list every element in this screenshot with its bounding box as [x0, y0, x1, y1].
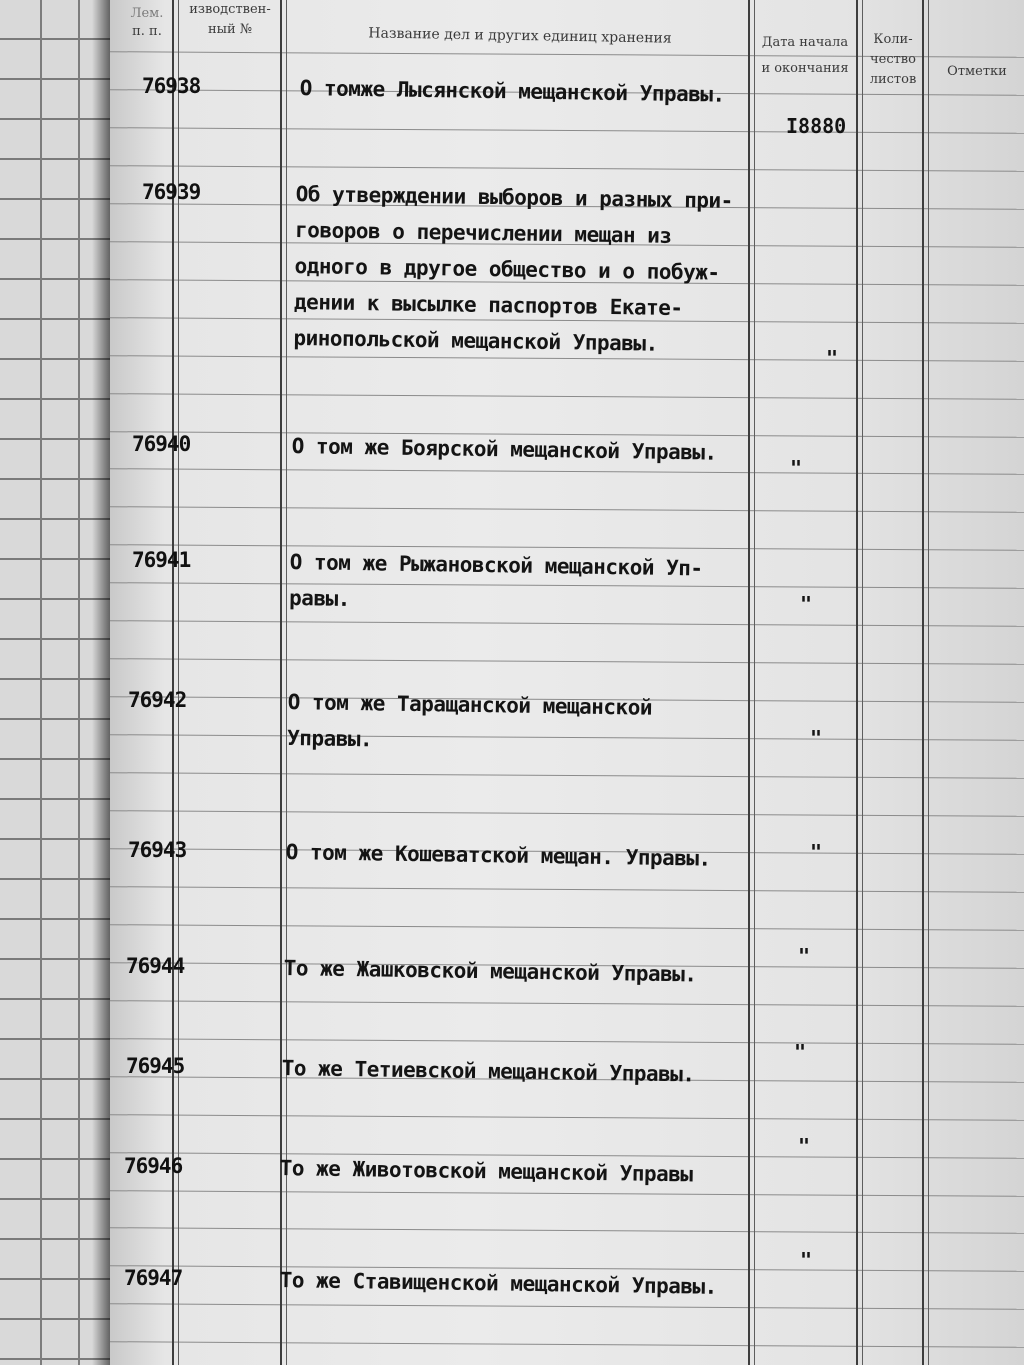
- header-col-prod: изводствен- ный №: [189, 2, 271, 37]
- ditto-mark: ": [800, 592, 813, 616]
- record-title: То же Животовской мещанской Управы: [279, 1155, 693, 1187]
- record-number: 76946: [124, 1154, 183, 1178]
- record-number: 76941: [132, 548, 191, 572]
- record-date: I8880: [786, 114, 847, 138]
- record-number: 76944: [126, 954, 185, 978]
- record-title: О томже Лысянской мещанской Управы.: [299, 75, 725, 107]
- record-number: 76939: [142, 180, 201, 204]
- ditto-mark: ": [798, 944, 811, 968]
- record-title: О том же Кошеватской мещан. Управы.: [285, 839, 711, 871]
- facing-page-edge: [0, 0, 110, 1365]
- facing-page-column-line: [78, 0, 80, 1365]
- record-number: 76945: [126, 1054, 185, 1078]
- record-title: Об утверждении выборов и разных при- говоров о перечислении мещан из одного в другое общество и о побуж- дении к высылке паспортов Екате- ринопольской мещанской Управы.: [293, 181, 734, 356]
- record-number: 76938: [142, 74, 201, 98]
- record-title: О том же Боярской мещанской Управы.: [291, 433, 717, 465]
- ditto-mark: ": [798, 1134, 811, 1158]
- record-title: О том же Таращанской мещанской Управы.: [286, 689, 653, 752]
- register-sheet: [110, 0, 1024, 1365]
- record-title: То же Жашковской мещанской Управы.: [283, 955, 697, 987]
- ditto-mark: ": [826, 346, 839, 370]
- record-title: То же Ставищенской мещанской Управы.: [279, 1267, 718, 1299]
- ditto-mark: ": [794, 1040, 807, 1064]
- record-title: То же Тетиевской мещанской Управы.: [281, 1055, 695, 1087]
- header-col-count: Коли- чество листов: [869, 32, 917, 87]
- ditto-mark: ": [810, 726, 823, 750]
- register-rows: [110, 0, 1024, 1365]
- record-number: 76943: [128, 838, 187, 862]
- header-col-date: Дата начала и окончания: [761, 35, 849, 76]
- header-col-num-top: Лем.: [130, 6, 164, 21]
- header-col-notes: Отметки: [947, 64, 1007, 79]
- ditto-mark: ": [800, 1248, 813, 1272]
- header-col-title: Название дел и других единиц хранения: [368, 25, 672, 47]
- facing-page-column-line: [40, 0, 42, 1365]
- ditto-mark: ": [810, 840, 823, 864]
- record-number: 76947: [124, 1266, 183, 1290]
- record-number: 76942: [128, 688, 187, 712]
- record-title: О том же Рыжановской мещанской Уп- равы.: [288, 549, 703, 611]
- ditto-mark: ": [790, 456, 803, 480]
- header-col-num: п. п.: [132, 24, 162, 39]
- record-number: 76940: [132, 432, 191, 456]
